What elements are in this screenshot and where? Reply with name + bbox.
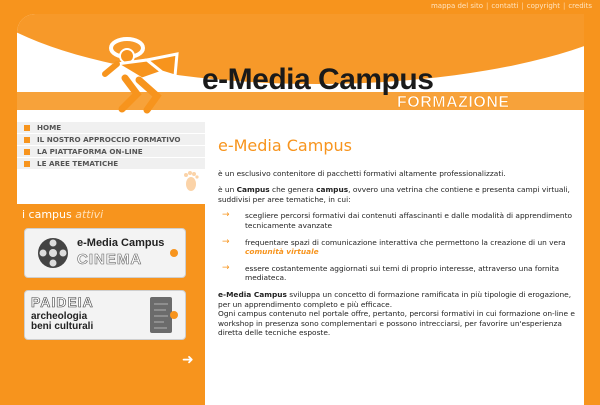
arrow-bullet-icon: → [222,210,230,221]
campus-panel-title: i campus attivi [22,208,104,221]
link-contacts[interactable]: contatti [491,2,519,10]
nav-home[interactable]: HOME [17,122,205,134]
active-campus-panel [17,204,205,370]
page-title: e-Media Campus [218,136,352,155]
left-bottom-strip [17,370,205,405]
campus-paideia-title: PAIDEIA [31,294,94,310]
footprint-icon [180,170,202,192]
nav-themes[interactable]: LE AREE TEMATICHE [17,158,205,170]
campus-card-paideia[interactable] [24,290,186,340]
go-dot-icon [170,249,178,257]
brand-name: e-Media Campus [202,63,434,96]
arrow-bullet-icon: → [222,262,230,273]
campus-cinema-subtitle: CINEMA [77,251,143,268]
link-site-map[interactable]: mappa del sito [430,2,484,10]
campus-paragraph: è un Campus che genera campus, ovvero una vetrina che contiene e presenta campi virtuali, suddivisi per aree tematiche, in cui: [218,185,570,204]
square-bullet-icon [24,137,30,143]
link-copyright[interactable]: copyright [526,2,560,10]
campus-card-cinema[interactable] [24,228,186,278]
runner-logo-icon [87,34,217,114]
link-credits[interactable]: credits [568,2,592,10]
utility-links: mappa del sito | contatti | copyright | credits [430,2,592,10]
arrow-right-icon[interactable]: ➜ [182,352,194,368]
virtual-community-link[interactable]: comunità virtuale [245,247,319,257]
brand-subtitle: FORMAZIONE [397,94,510,111]
header-banner [17,14,584,118]
list-item: → frequentare spazi di comunicazione interattiva che permettono la creazione di un vera comunità virtuale [222,236,566,257]
workshop-paragraph: Ogni campus contenuto nel portale offre, pertanto, percorsi formativi in cui formazione on-line e workshop in presenza sono complementari e possono intrecciarsi, per favorire un'esperienza diretta delle tecniche esposte. [218,309,575,338]
list-item: → essere costantemente aggiornati sui temi di proprio interesse, attraverso una fornita mediateca. [222,262,560,283]
arrow-bullet-icon: → [222,236,230,247]
film-reel-icon [35,235,71,271]
intro-paragraph: è un esclusivo contenitore di pacchetti formativi altamente professionalizzati. [218,168,506,178]
square-bullet-icon [24,149,30,155]
concept-paragraph: e-Media Campus sviluppa un concetto di formazione ramificata in più tipologie di erogazione, per un apprendimento completo e più efficace. [218,289,572,309]
go-dot-icon [170,311,178,319]
square-bullet-icon [24,125,30,131]
top-bar [0,0,600,14]
main-nav [17,122,205,170]
nav-platform[interactable]: LA PIATTAFORMA ON-LINE [17,146,205,158]
square-bullet-icon [24,161,30,167]
nav-approach[interactable]: IL NOSTRO APPROCCIO FORMATIVO [17,134,205,146]
campus-paideia-subtitle: archeologia beni culturali [31,311,94,332]
list-item: → scegliere percorsi formativi dai contenuti affascinanti e dalle modalità di apprendimento tecnicamente avanzate [222,210,573,230]
campus-cinema-title: e-Media Campus [77,237,165,249]
main-content [205,118,584,405]
